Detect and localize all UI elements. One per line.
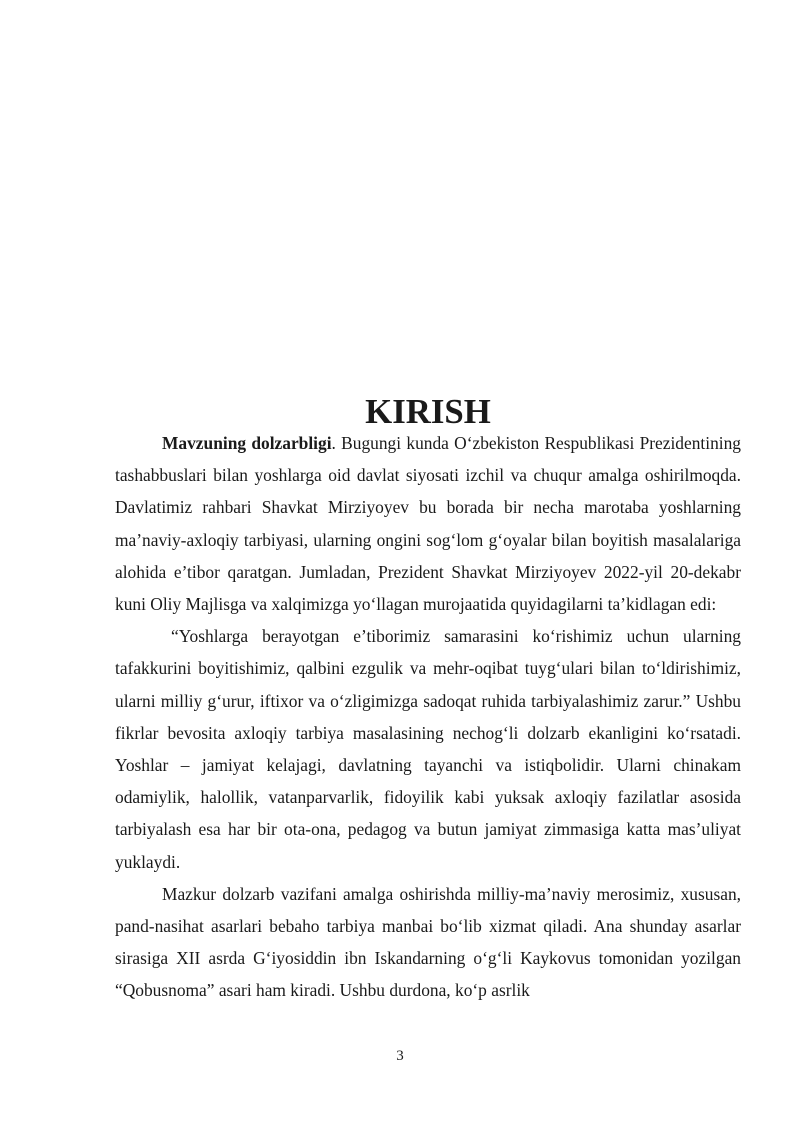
- paragraph-quote: “Yoshlarga berayotgan e’tiborimiz samarasini ko‘rishimiz uchun ularning tafakkurini boyitishimiz, qalbini ezgulik va mehr-oqibat tuyg‘ulari bilan to‘ldirishimiz, ularni milliy g‘urur, iftixor va o‘zligimizga sadoqat ruhida tarbiyalashimiz zarur.” Ushbu fikrlar bevosita axloqiy tarbiya masalasining nechog‘li dolzarb ekanligini ko‘rsatadi. Yoshlar – jamiyat kelajagi, davlatning tayanchi va istiqbolidir. Ularni chinakam odamiylik, halollik, vatanparvarlik, fidoyilik kabi yuksak axloqiy fazilatlar asosida tarbiyalash esa har bir ota-ona, pedagog va butun jamiyat zimmasiga katta mas’uliyat yuklaydi.: [115, 626, 741, 872]
- section-heading: KIRISH: [365, 392, 491, 431]
- paragraph-text: . Bugungi kunda O‘zbekiston Respublikasi Prezidentining tashabbuslari bilan yoshlarga oid davlat siyosati izchil va chuqur amalga oshirilmoqda. Davlatimiz rahbari Shavkat Mirziyoyev bu borada bir necha marotaba yoshlarning ma’naviy-axloqiy tarbiyasi, ularning ongini sog‘lom g‘oyalar bilan boyitish masalalariga alohida e’tibor qaratgan. Jumladan, Prezident Shavkat Mirziyoyev 2022-yil 20-dekabr kuni Oliy Majlisga va xalqimizga yo‘llagan murojaatida quyidagilarni ta’kidlagan edi:: [115, 433, 741, 615]
- paragraph-heritage: Mazkur dolzarb vazifani amalga oshirishda milliy-ma’naviy merosimiz, xususan, pand-nasihat asarlari bebaho tarbiya manbai bo‘lib xizmat qiladi. Ana shunday asarlar sirasiga XII asrda G‘iyosiddin ibn Iskandarning o‘g‘li Kaykovus tomonidan yozilgan “Qobusnoma” asari ham kiradi. Ushbu durdona, ko‘p asrlik: [115, 883, 741, 1001]
- document-body: [115, 392, 741, 1007]
- paragraph-lead-term: Mavzuning dolzarbligi: [162, 433, 332, 453]
- page-number: 3: [396, 1048, 404, 1064]
- paragraph-relevance: [115, 427, 741, 620]
